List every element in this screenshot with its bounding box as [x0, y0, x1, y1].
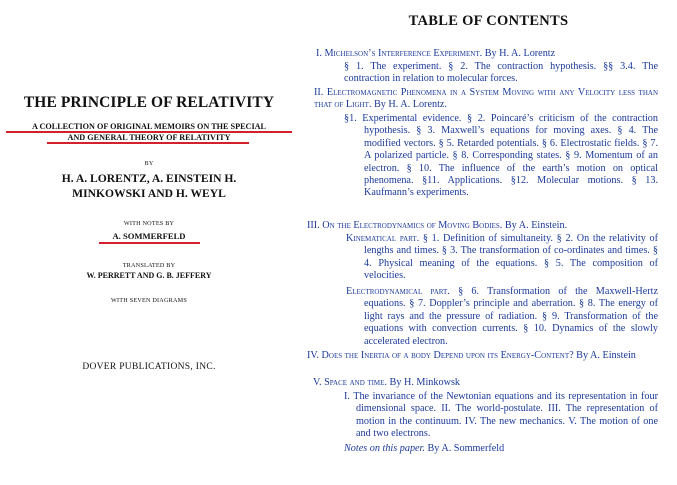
toc-entry-iii-kinematical[interactable]: [346, 233, 658, 283]
subtitle-line-2: AND GENERAL THEORY OF RELATIVITY: [67, 133, 231, 142]
authors: [0, 171, 298, 201]
toc-entry-iv[interactable]: [307, 350, 661, 362]
table-of-contents: [300, 0, 677, 485]
toc-entry-ii-sections[interactable]: [344, 113, 658, 200]
toc-entry-iii-electrodynamical-text: § 6. Transformation of the Maxwell-Hertz equations. § 7. Doppler’s principle and aberration. § 8. The energy of light rays and the pressure of radiation. § 9. Transformation of the equations with convection currents. § 10. Dynamics of the slowly accelerated electron.: [364, 286, 658, 347]
with-notes-label: WITH NOTES BY: [123, 220, 175, 227]
toc-entry-i-sections[interactable]: [344, 61, 658, 86]
toc-entry-v-notes-label: Notes on this paper.: [344, 443, 425, 454]
toc-entry-ii[interactable]: [314, 87, 658, 112]
title-page: [0, 0, 298, 485]
subtitle-line-1: A COLLECTION OF ORIGINAL MEMOIRS ON THE SPECIAL: [31, 122, 267, 131]
book-title: THE PRINCIPLE OF RELATIVITY: [23, 94, 275, 111]
toc-entry-v-sections-text: I. The invariance of the Newtonian equations and its representation in four dimensional space. II. The world-postulate. III. The representation of motion in the continuum. IV. The new mechanics. V. The motion of one and two electrons.: [344, 391, 658, 440]
toc-entry-v-title[interactable]: Space and time.: [324, 377, 387, 388]
toc-entry-ii-sections-text: §1. Experimental evidence. § 2. Poincaré’s criticism of the contraction hypothesis. § 3. Maxwell’s equations for moving axes. § 4. The modified vectors. § 5. Retarded potentials. § 6. Electrostatic fields. § 7. A polarized particle. § 8. Corresponding states. § 9. Momentum of an electron. § 10. The influence of the earth’s motion on optical phenomena. §11. Applications. §12. Molecular motions. § 13. Kaufmann’s experiments.: [344, 113, 658, 199]
toc-heading: TABLE OF CONTENTS: [408, 13, 569, 29]
toc-entry-v-sections[interactable]: [344, 391, 658, 441]
editor-underline: [99, 242, 200, 244]
toc-entry-iii-electrodynamical-label: Electrodynamical part.: [346, 286, 450, 297]
editor-name: A. SOMMERFELD: [112, 231, 186, 241]
toc-entry-iv-title[interactable]: Does the Inertia of a body Depend upon its Energy-Content?: [321, 350, 574, 361]
toc-entry-ii-title[interactable]: Electromagnetic Phenomena in a System Moving with any Velocity less than that of Light.: [314, 87, 658, 111]
toc-entry-i-sections-text: § 1. The experiment. § 2. The contraction hypothesis. §§ 3.4. The contraction in relation to molecular forces.: [344, 61, 658, 85]
toc-entry-v[interactable]: [313, 377, 653, 389]
toc-entry-iii-title[interactable]: On the Electrodynamics of Moving Bodies.: [322, 220, 503, 231]
toc-entry-ii-numeral: II.: [314, 87, 324, 98]
toc-entry-v-author: By H. Minkowsk: [386, 377, 461, 388]
toc-entry-iii-kinematical-text: § 1. Definition of simultaneity. § 2. On the relativity of lengths and times. § 3. The transformation of co-ordinates and times. § 4. Physical meaning of the equations. § 5. The composition of velocities.: [364, 233, 658, 282]
toc-entry-i-author: By H. A. Lorentz: [482, 48, 556, 59]
toc-entry-v-numeral: V.: [313, 377, 322, 388]
toc-entry-v-notes-author: By A. Sommerfeld: [424, 443, 505, 454]
toc-entry-iv-numeral: IV.: [307, 350, 319, 361]
subtitle-underline-1: [6, 131, 292, 133]
subtitle-underline-2: [47, 142, 249, 144]
toc-entry-i-title[interactable]: Michelson’s Interference Experiment.: [324, 48, 483, 59]
toc-entry-iii-author: By A. Einstein.: [502, 220, 568, 231]
by-label: BY: [144, 160, 154, 167]
toc-entry-i-numeral: I.: [316, 48, 322, 59]
translators: W. PERRETT AND G. B. JEFFERY: [86, 271, 212, 280]
toc-entry-i[interactable]: [316, 48, 676, 60]
toc-entry-iii[interactable]: [307, 220, 667, 232]
toc-entry-iii-numeral: III.: [307, 220, 320, 231]
toc-entry-ii-author: By H. A. Lorentz.: [371, 99, 447, 111]
toc-entry-iv-author: By A. Einstein: [573, 350, 636, 361]
publisher: DOVER PUBLICATIONS, INC.: [82, 362, 216, 372]
diagrams-note: WITH SEVEN DIAGRAMS: [111, 297, 187, 304]
toc-entry-iii-electrodynamical[interactable]: [346, 286, 658, 348]
translated-by-label: TRANSLATED BY: [122, 262, 176, 269]
toc-entry-iii-kinematical-label: Kinematical part.: [346, 233, 420, 244]
toc-entry-v-notes[interactable]: [344, 443, 658, 455]
authors-line-2: MINKOWSKI AND H. WEYL: [72, 187, 226, 200]
authors-line-1: H. A. LORENTZ, A. EINSTEIN H.: [61, 172, 237, 185]
